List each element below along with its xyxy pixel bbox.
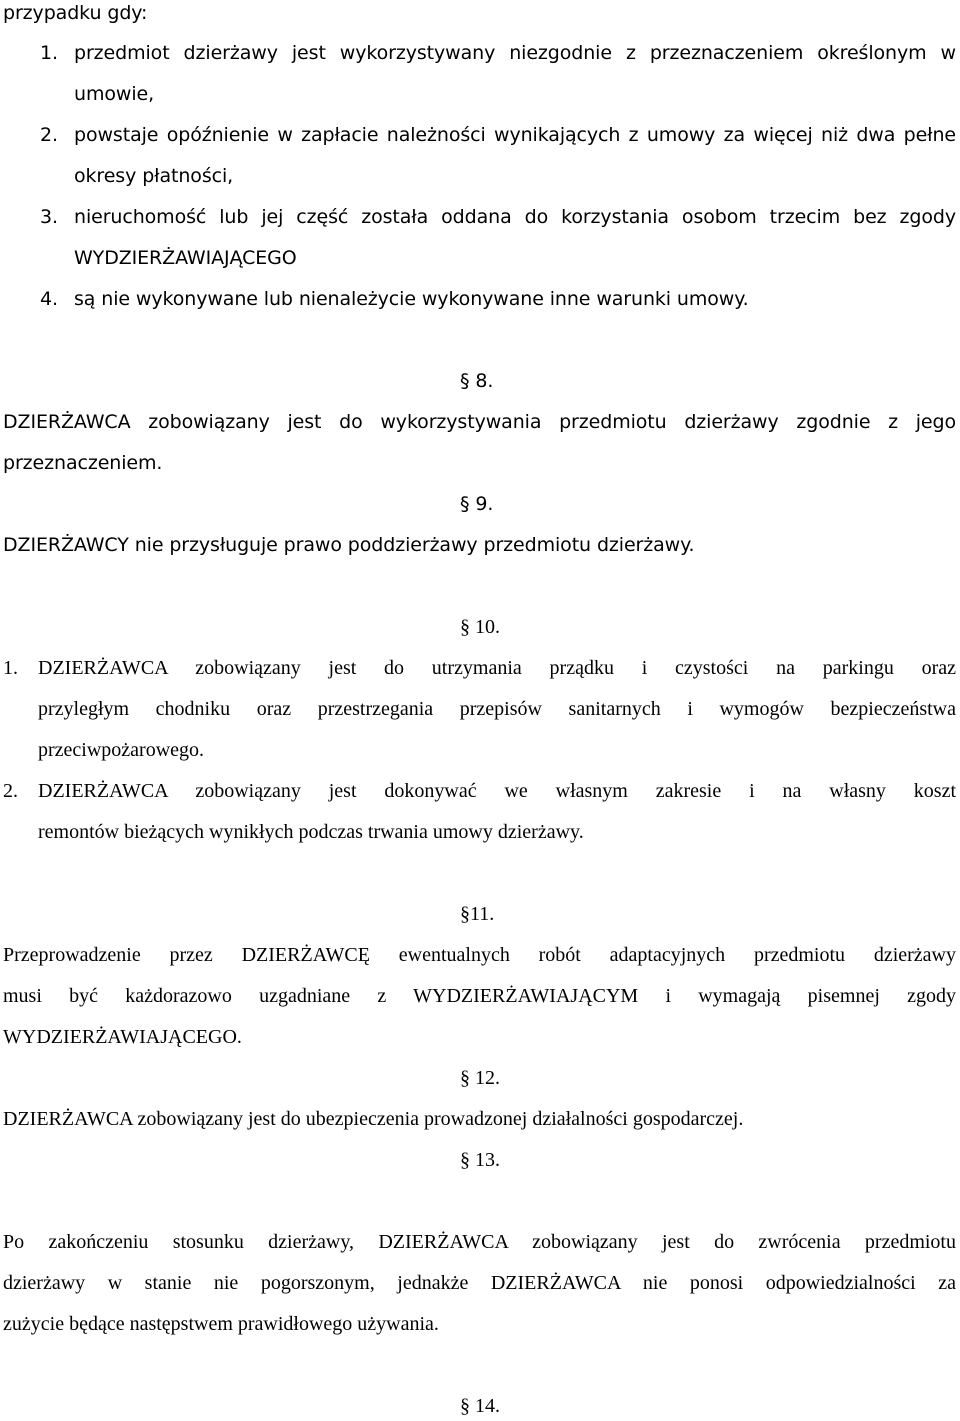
list-item-line: powstaje opóźnienie w zapłacie należności wynikających z umowy za więcej niż dwa pełne [74,124,956,146]
section-heading-12: § 12. [460,1067,500,1089]
section-8-line: przeznaczeniem. [3,452,163,474]
section-heading-10: § 10. [460,616,500,638]
section-11-line: WYDZIERŻAWIAJĄCEGO. [3,1026,242,1048]
list-item-line: nieruchomość lub jej część została oddana do korzystania osobom trzecim bez zgody [74,206,956,228]
list-item-line: przeciwpożarowego. [38,739,205,761]
section-13-line: Po zakończeniu stosunku dzierżawy, DZIERŻAWCA zobowiązany jest do zwrócenia przedmiotu [3,1231,956,1253]
list-number: 1. [40,42,58,64]
section-heading-9: § 9. [460,493,494,515]
list-item-line: umowie, [74,83,155,105]
intro-text: przypadku gdy: [3,2,148,24]
list-item-line: DZIERŻAWCA zobowiązany jest dokonywać we własnym zakresie i na własny koszt [38,780,956,802]
section-8-line: DZIERŻAWCA zobowiązany jest do wykorzystywania przedmiotu dzierżawy zgodnie z jego [3,411,956,433]
section-13-line: dzierżawy w stanie nie pogorszonym, jednakże DZIERŻAWCA nie ponosi odpowiedzialności za [3,1272,956,1294]
list-number: 2. [3,780,18,802]
section-heading-11: §11. [460,903,495,925]
section-heading-8: § 8. [460,370,494,392]
section-9-line: DZIERŻAWCY nie przysługuje prawo poddzierżawy przedmiotu dzierżawy. [3,534,695,556]
list-number: 4. [40,288,58,310]
list-number: 3. [40,206,58,228]
section-12-line: DZIERŻAWCA zobowiązany jest do ubezpieczenia prowadzonej działalności gospodarczej. [3,1108,744,1130]
section-13-line: zużycie będące następstwem prawidłowego używania. [3,1313,439,1335]
list-item-line: przedmiot dzierżawy jest wykorzystywany niezgodnie z przeznaczeniem określonym w [74,42,956,64]
list-item-line: DZIERŻAWCA zobowiązany jest do utrzymania prządku i czystości na parkingu oraz [38,657,956,679]
section-11-line: musi być każdorazowo uzgadniane z WYDZIERŻAWIAJĄCYM i wymagają pisemnej zgody [3,985,956,1007]
list-number: 2. [40,124,58,146]
list-number: 1. [3,657,18,679]
list-item-line: WYDZIERŻAWIAJĄCEGO [74,247,297,269]
list-item-line: są nie wykonywane lub nienależycie wykonywane inne warunki umowy. [74,288,749,310]
list-item-line: remontów bieżących wynikłych podczas trwania umowy dzierżawy. [38,821,584,843]
section-11-line: Przeprowadzenie przez DZIERŻAWCĘ ewentualnych robót adaptacyjnych przedmiotu dzierżawy [3,944,956,966]
section-heading-13: § 13. [460,1149,500,1171]
list-item-line: przyległym chodniku oraz przestrzegania przepisów sanitarnych i wymogów bezpieczeństwa [38,698,956,720]
section-heading-14: § 14. [460,1395,500,1417]
list-item-line: okresy płatności, [74,165,234,187]
